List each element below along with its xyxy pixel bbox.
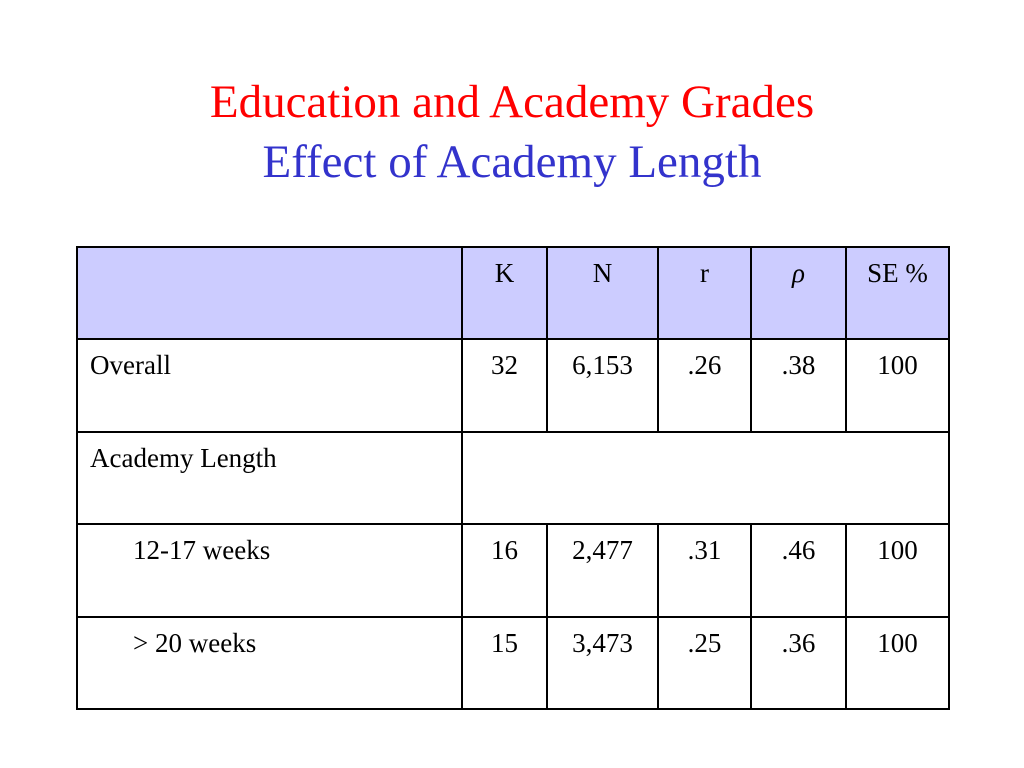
cell-n: 3,473 (547, 617, 658, 709)
cell-k: 32 (462, 339, 547, 431)
slide-subtitle: Effect of Academy Length (262, 136, 762, 188)
table-row (77, 617, 949, 709)
cell-se: 100 (846, 524, 949, 616)
cell-r: .25 (658, 617, 751, 709)
row-label: Academy Length (77, 432, 462, 524)
cell-se: 100 (846, 339, 949, 431)
table-header-row (77, 247, 949, 339)
header-cell-rho: ρ (751, 247, 846, 339)
cell-k: 15 (462, 617, 547, 709)
header-cell-r: r (658, 247, 751, 339)
header-cell-se: SE % (846, 247, 949, 339)
row-label: > 20 weeks (77, 617, 462, 709)
cell-r: .26 (658, 339, 751, 431)
row-label: 12-17 weeks (77, 524, 462, 616)
cell-rho: .46 (751, 524, 846, 616)
table-row (77, 524, 949, 616)
table-row (77, 339, 949, 431)
results-table (76, 246, 950, 710)
cell-r: .31 (658, 524, 751, 616)
cell-se: 100 (846, 617, 949, 709)
cell-n: 6,153 (547, 339, 658, 431)
slide-title-block (0, 72, 1024, 192)
slide-title: Education and Academy Grades (209, 76, 815, 128)
header-cell-n: N (547, 247, 658, 339)
header-cell-empty (77, 247, 462, 339)
merged-empty-cell (462, 432, 949, 524)
row-label: Overall (77, 339, 462, 431)
cell-n: 2,477 (547, 524, 658, 616)
cell-rho: .36 (751, 617, 846, 709)
cell-rho: .38 (751, 339, 846, 431)
table-row (77, 432, 949, 524)
cell-k: 16 (462, 524, 547, 616)
header-cell-k: K (462, 247, 547, 339)
